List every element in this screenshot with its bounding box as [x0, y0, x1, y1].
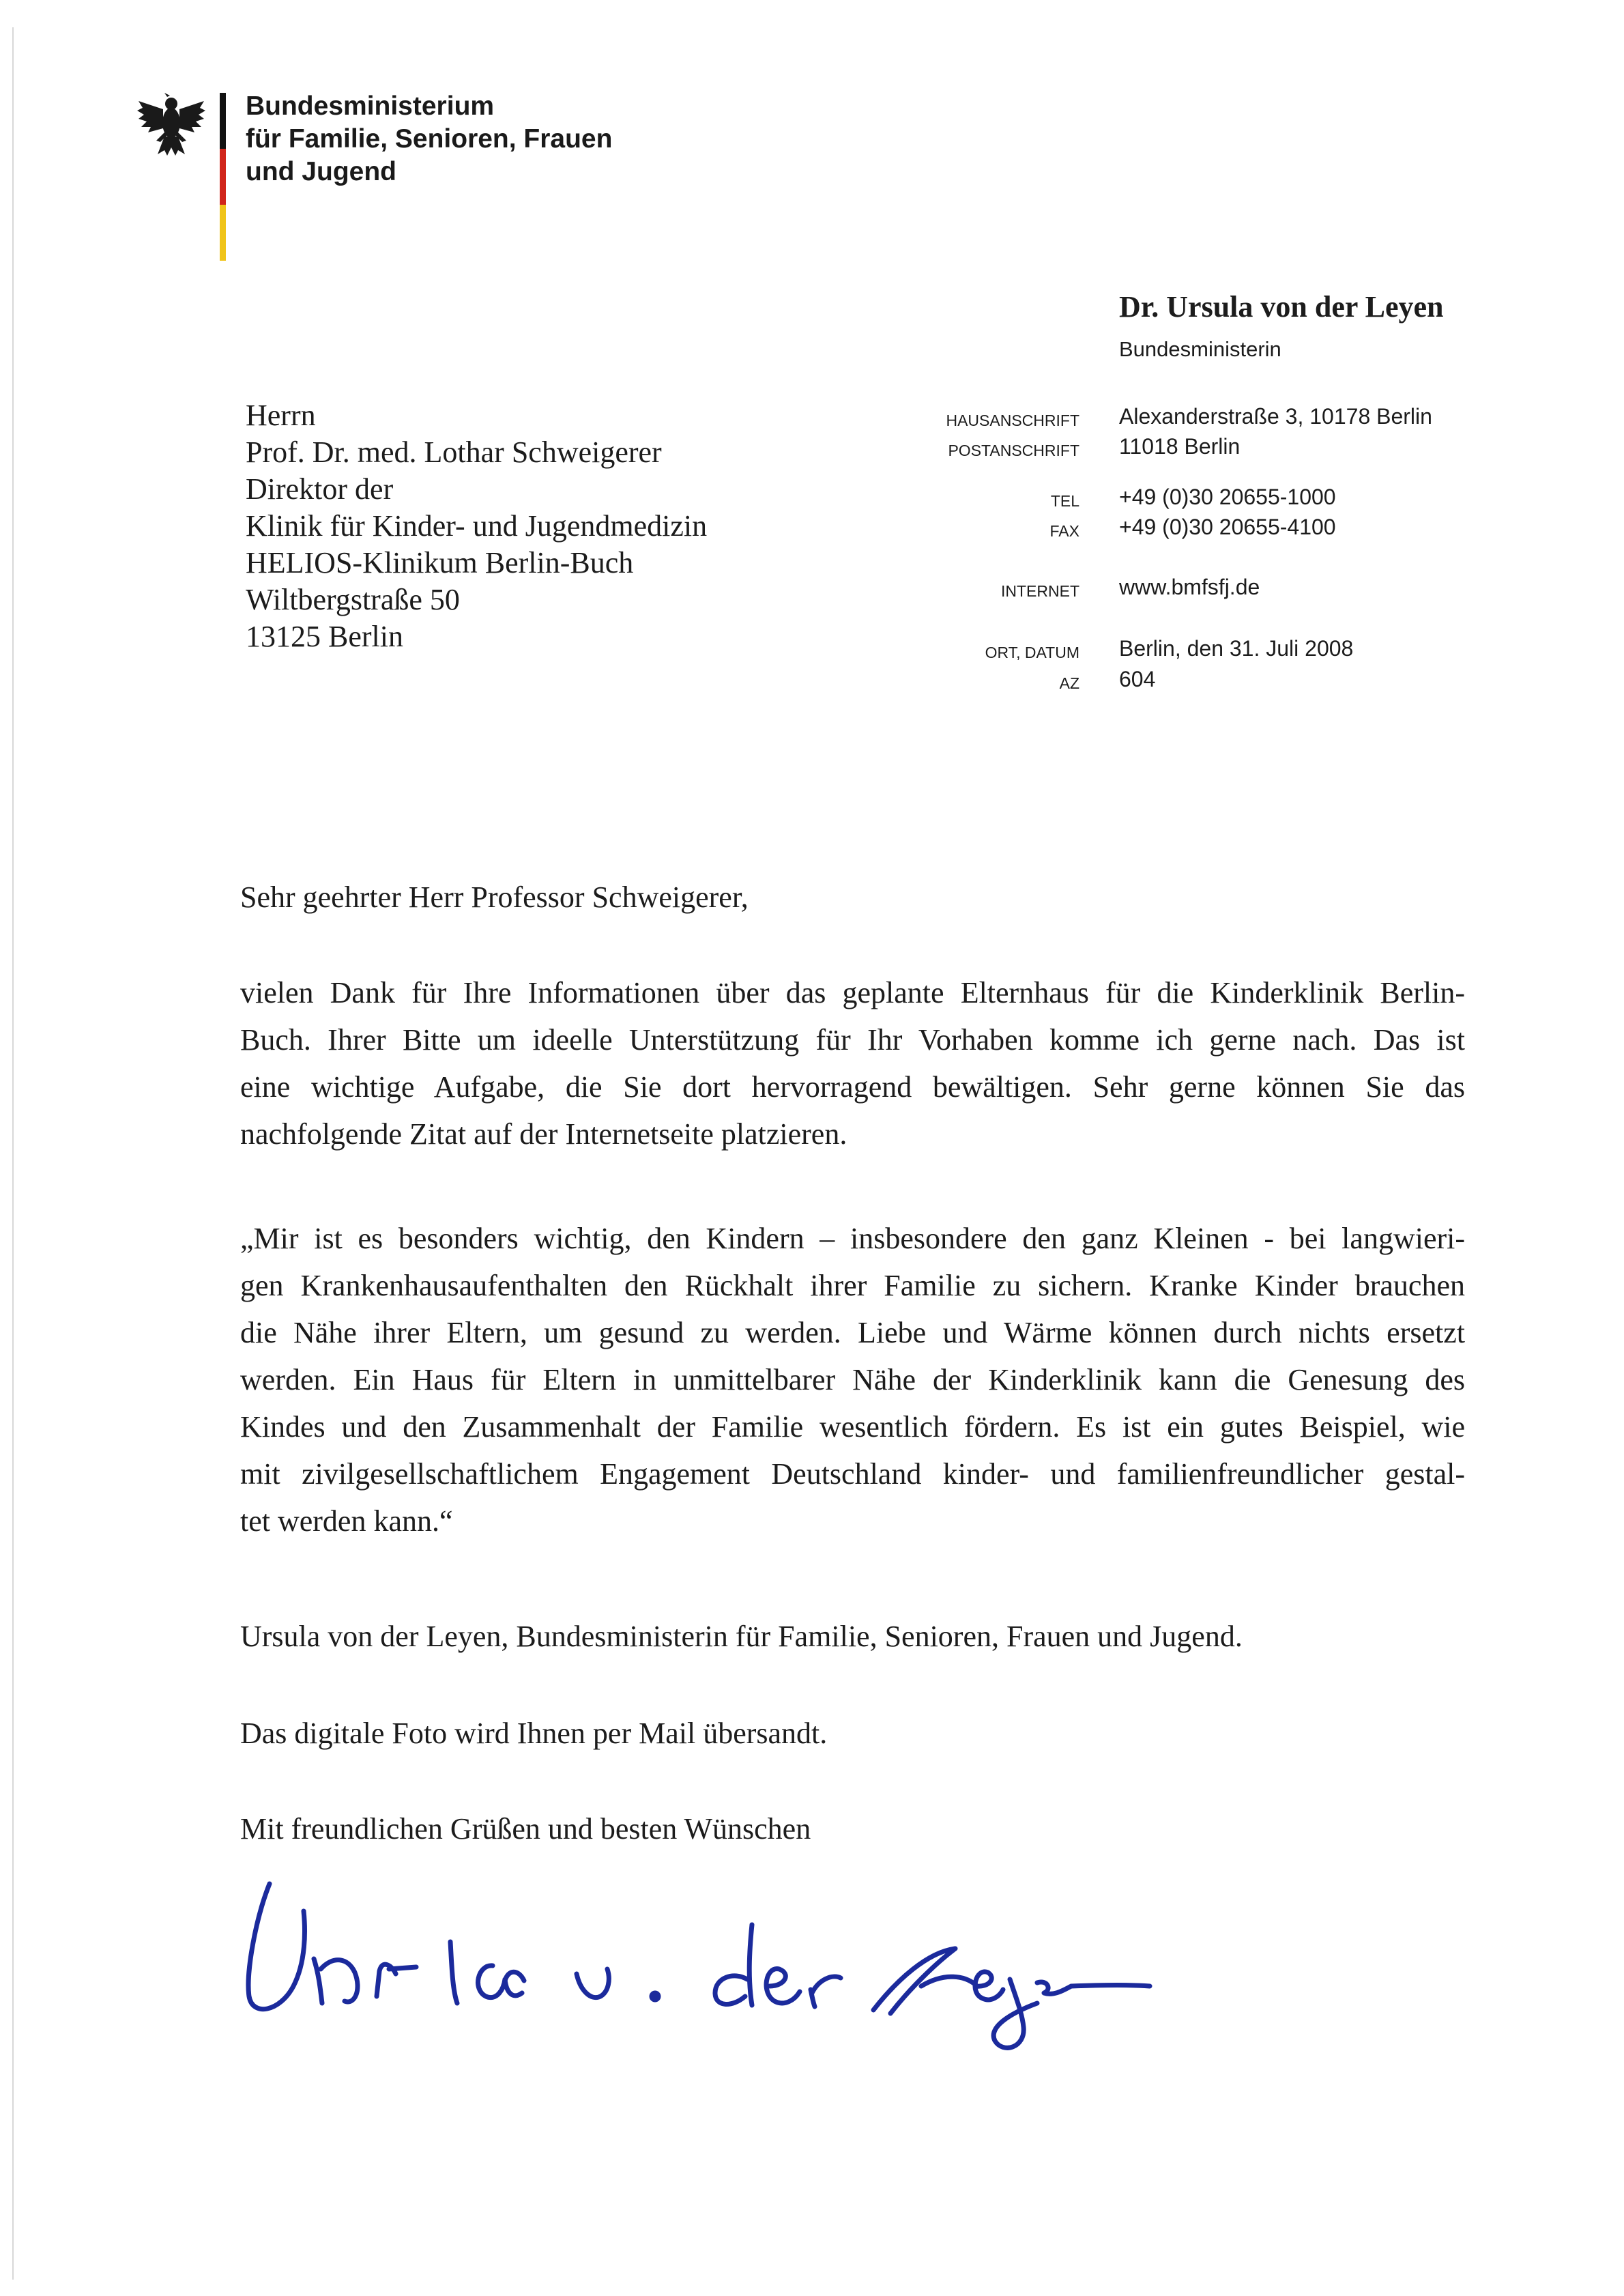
- recipient-line: Direktor der: [246, 472, 394, 506]
- quote-line: gen Krankenhausaufenthalten den Rückhalt ihrer Familie zu sichern. Kranke Kinder brauchen: [240, 1269, 1465, 1302]
- quote-line: Kindes und den Zusammenhalt der Familie wesentlich fördern. Es ist ein gutes Beispiel, wie: [240, 1410, 1465, 1444]
- closing: Mit freundlichen Grüßen und besten Wünschen: [240, 1812, 811, 1846]
- postanschrift-value: 11018 Berlin: [1119, 434, 1241, 459]
- recipient-line: 13125 Berlin: [246, 620, 403, 653]
- az-label: AZ: [1059, 674, 1079, 692]
- recipient-address: [246, 397, 707, 655]
- sender-title: Bundesministerin: [1119, 337, 1281, 361]
- recipient-line: Herrn: [246, 399, 316, 432]
- internet-link[interactable]: www.bmfsfj.de: [1119, 575, 1260, 599]
- tel-label: TEL: [1050, 492, 1079, 510]
- flag-stripe: [220, 93, 226, 261]
- quote-line: tet werden kann.“: [240, 1504, 453, 1538]
- ort-datum-label: ORT, DATUM: [985, 644, 1079, 661]
- fax-label: FAX: [1049, 522, 1079, 540]
- ministry-line: für Familie, Senioren, Frauen: [246, 124, 613, 154]
- quote-line: mit zivilgesellschaftlichem Engagement Deutschland kinder- und familienfreundlicher gestal-: [240, 1457, 1465, 1491]
- salutation: Sehr geehrter Herr Professor Schweigerer,: [240, 880, 749, 914]
- quote-paragraph: [240, 1215, 1465, 1545]
- recipient-line: Klinik für Kinder- und Jugendmedizin: [246, 509, 708, 543]
- paragraph-line: Buch. Ihrer Bitte um ideelle Unterstützung für Ihr Vorhaben komme ich gerne nach. Das ist: [240, 1023, 1465, 1057]
- hausanschrift-value: Alexanderstraße 3, 10178 Berlin: [1119, 404, 1432, 429]
- photo-note: Das digitale Foto wird Ihnen per Mail übersandt.: [240, 1717, 828, 1750]
- internet-label: INTERNET: [1001, 582, 1079, 600]
- quote-line: werden. Ein Haus für Eltern in unmittelbarer Nähe der Kinderklinik kann die Genesung des: [240, 1363, 1465, 1396]
- paragraph-intro: [240, 969, 1465, 1158]
- quote-line: die Nähe ihrer Eltern, um gesund zu werden. Liebe und Wärme können durch nichts ersetzt: [240, 1316, 1465, 1349]
- recipient-line: Prof. Dr. med. Lothar Schweigerer: [246, 435, 662, 469]
- ort-datum-value: Berlin, den 31. Juli 2008: [1119, 636, 1354, 661]
- recipient-line: HELIOS-Klinikum Berlin-Buch: [246, 546, 634, 579]
- handwritten-signature: [218, 1856, 1153, 2061]
- ministry-line: Bundesministerium: [246, 91, 495, 121]
- postanschrift-label: POSTANSCHRIFT: [948, 442, 1079, 459]
- federal-eagle-icon: [136, 89, 206, 157]
- ministry-line: und Jugend: [246, 157, 396, 186]
- quote-line: „Mir ist es besonders wichtig, den Kindern – insbesondere den ganz Kleinen - bei langwieri-: [240, 1222, 1465, 1255]
- sender-name: Dr. Ursula von der Leyen: [1119, 290, 1444, 324]
- attribution: Ursula von der Leyen, Bundesministerin für Familie, Senioren, Frauen und Jugend.: [240, 1620, 1243, 1653]
- tel-value: +49 (0)30 20655-1000: [1119, 485, 1336, 509]
- recipient-line: Wiltbergstraße 50: [246, 583, 460, 616]
- hausanschrift-label: HAUSANSCHRIFT: [946, 412, 1079, 429]
- fax-value: +49 (0)30 20655-4100: [1119, 515, 1336, 539]
- az-value: 604: [1119, 667, 1156, 691]
- paragraph-line: vielen Dank für Ihre Informationen über das geplante Elternhaus für die Kinderklinik Berlin-: [240, 976, 1465, 1009]
- scan-edge: [12, 27, 14, 2280]
- paragraph-line: nachfolgende Zitat auf der Internetseite platzieren.: [240, 1117, 847, 1151]
- paragraph-line: eine wichtige Aufgabe, die Sie dort hervorragend bewältigen. Sehr gerne können Sie das: [240, 1070, 1465, 1104]
- ministry-name: [246, 90, 612, 188]
